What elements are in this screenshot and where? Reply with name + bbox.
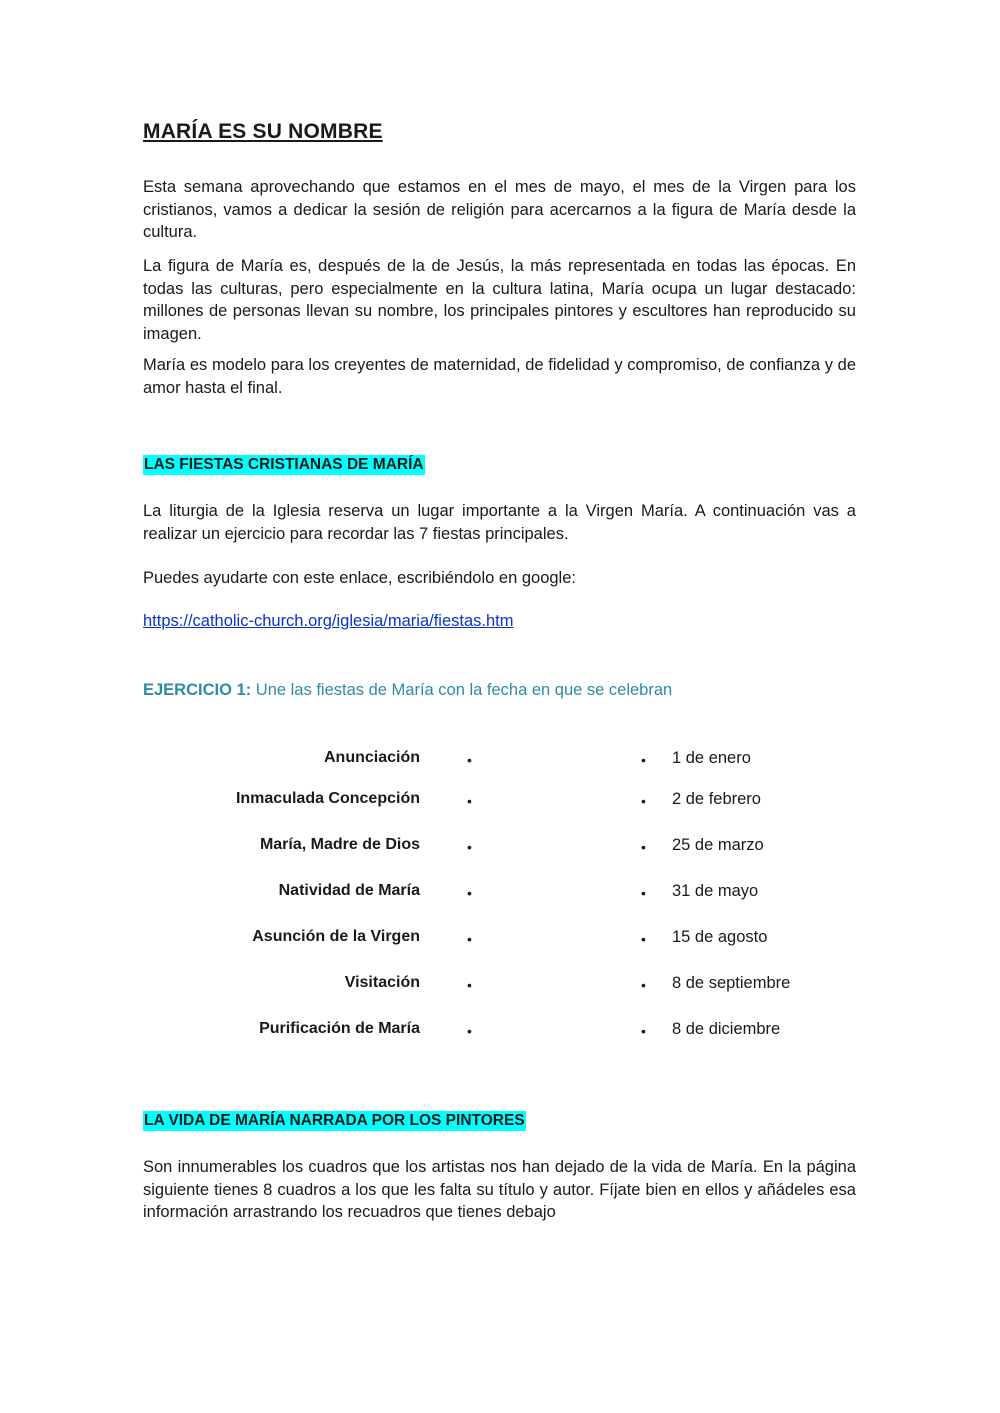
date-connector-dot[interactable]: • bbox=[641, 752, 646, 768]
feast-connector-dot[interactable]: • bbox=[467, 931, 472, 947]
intro-paragraph-1: Esta semana aprovechando que estamos en el mes de mayo, el mes de la Virgen para los cristianos, vamos a dedicar la sesión de religión para acercarnos a la figura de María desde la cultura. bbox=[143, 178, 856, 241]
feast-connector-dot[interactable]: • bbox=[467, 752, 472, 768]
date-item: 15 de agosto bbox=[672, 928, 768, 946]
feast-item: Asunción de la Virgen bbox=[252, 928, 420, 945]
date-item: 8 de diciembre bbox=[672, 1020, 781, 1038]
page-title: MARÍA ES SU NOMBRE bbox=[143, 120, 383, 143]
fiestas-paragraph: La liturgia de la Iglesia reserva un lugar importante a la Virgen María. A continuación vas a realizar un ejercicio para recordar las 7 fiestas principales. bbox=[143, 502, 856, 543]
feast-item: Natividad de María bbox=[278, 882, 420, 899]
date-item: 31 de mayo bbox=[672, 882, 759, 900]
date-connector-dot[interactable]: • bbox=[641, 885, 646, 901]
intro-paragraph-3: María es modelo para los creyentes de maternidad, de fidelidad y compromiso, de confianza y de amor hasta el final. bbox=[143, 356, 856, 397]
help-text: Puedes ayudarte con este enlace, escribiéndolo en google: bbox=[143, 569, 576, 587]
feast-item: María, Madre de Dios bbox=[259, 836, 420, 853]
feast-connector-dot[interactable]: • bbox=[467, 1023, 472, 1039]
feast-item: Inmaculada Concepción bbox=[235, 790, 420, 807]
feast-item: Anunciación bbox=[323, 749, 420, 766]
date-connector-dot[interactable]: • bbox=[641, 1023, 646, 1039]
date-item: 1 de enero bbox=[672, 749, 751, 767]
date-item: 2 de febrero bbox=[672, 790, 761, 808]
section-heading-fiestas: LAS FIESTAS CRISTIANAS DE MARÍA bbox=[144, 456, 424, 473]
feast-connector-dot[interactable]: • bbox=[467, 793, 472, 809]
date-connector-dot[interactable]: • bbox=[641, 793, 646, 809]
exercise-instruction: Une las fiestas de María con la fecha en que se celebran bbox=[251, 681, 673, 699]
date-connector-dot[interactable]: • bbox=[641, 839, 646, 855]
date-connector-dot[interactable]: • bbox=[641, 977, 646, 993]
exercise-1-title bbox=[143, 681, 672, 700]
date-connector-dot[interactable]: • bbox=[641, 931, 646, 947]
fiestas-link[interactable]: https://catholic-church.org/iglesia/maria/fiestas.htm bbox=[143, 612, 514, 630]
feast-connector-dot[interactable]: • bbox=[467, 885, 472, 901]
pintores-paragraph: Son innumerables los cuadros que los artistas nos han dejado de la vida de María. En la página siguiente tienes 8 cuadros a los que les falta su título y autor. Fíjate bien en ellos y añádeles esa información arrastrando los recuadros que tienes debajo bbox=[143, 1158, 856, 1221]
intro-paragraph-2: La figura de María es, después de la de Jesús, la más representada en todas las épocas. En todas las culturas, pero especialmente en la cultura latina, María ocupa un lugar destacado: millones de personas llevan su nombre, los principales pintores y escultores han reproducido su imagen. bbox=[143, 257, 856, 343]
feast-connector-dot[interactable]: • bbox=[467, 839, 472, 855]
feast-item: Visitación bbox=[344, 974, 420, 991]
date-item: 25 de marzo bbox=[672, 836, 764, 854]
feast-connector-dot[interactable]: • bbox=[467, 977, 472, 993]
exercise-label: EJERCICIO 1: bbox=[143, 681, 252, 699]
date-item: 8 de septiembre bbox=[672, 974, 791, 992]
section-heading-pintores: LA VIDA DE MARÍA NARRADA POR LOS PINTORES bbox=[144, 1112, 525, 1129]
feast-item: Purificación de María bbox=[259, 1020, 420, 1037]
